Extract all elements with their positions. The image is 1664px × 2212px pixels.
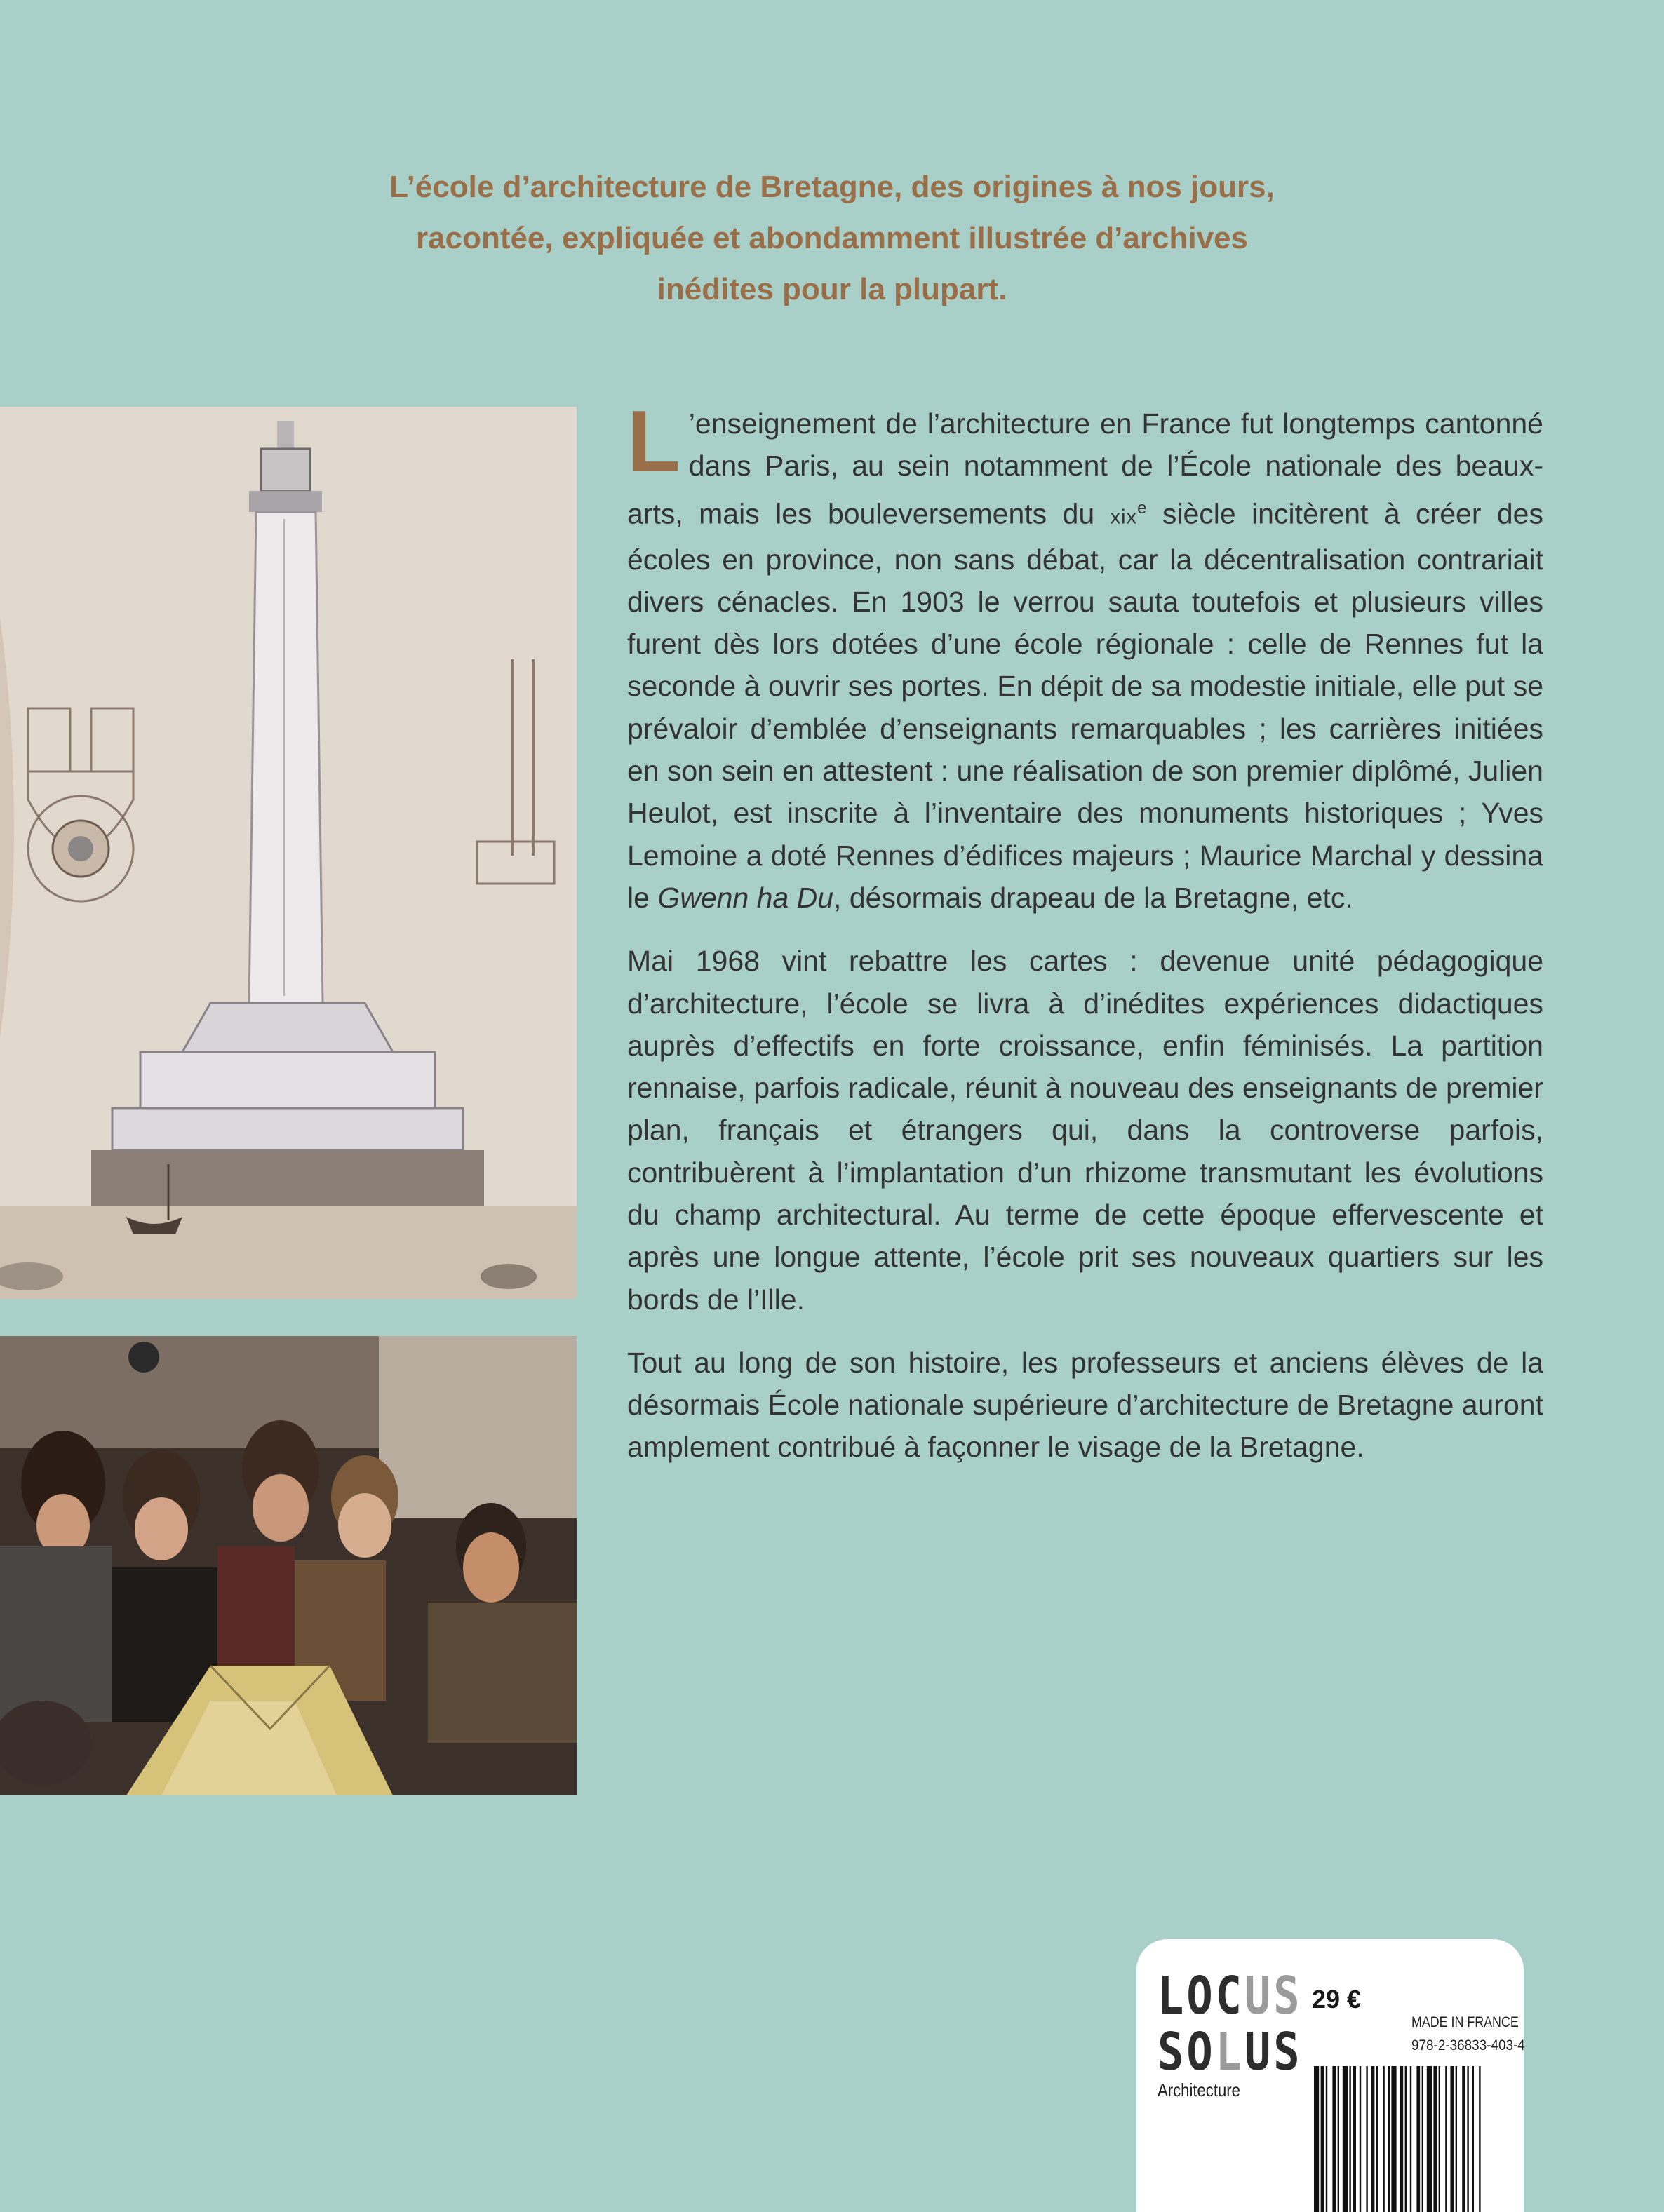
barcode-bar <box>1349 2066 1350 2212</box>
barcode-bar <box>1450 2066 1454 2212</box>
barcode-bar <box>1456 2066 1457 2212</box>
barcode-bar <box>1462 2066 1465 2212</box>
barcode-bar <box>1433 2066 1437 2212</box>
body-paragraph: Tout au long de son histoire, les professeurs et anciens élèves de la désormais École nationale supérieure d’architecture de Bretagne auront amplement contribué à façonner le visage de la Bretagne. <box>627 1346 1543 1464</box>
barcode-bar <box>1405 2066 1407 2212</box>
tagline-line: inédites pour la plupart. <box>657 272 1007 306</box>
publisher-logo <box>1158 1964 1303 2101</box>
barcode-bar <box>1338 2066 1339 2212</box>
barcode-bar <box>1400 2066 1403 2212</box>
tagline-line: L’école d’architecture de Bretagne, des origines à nos jours, <box>389 170 1275 204</box>
isbn-label: 978-2-36833-403-4 <box>1411 2037 1525 2053</box>
barcode-bar <box>1467 2066 1468 2212</box>
barcode <box>1314 2066 1519 2212</box>
logo-line: SOLUS <box>1158 2021 1303 2082</box>
barcode-bar <box>1391 2066 1396 2212</box>
price: 29 € <box>1312 1985 1362 2014</box>
tagline-line: racontée, expliquée et abondamment illustrée d’archives <box>416 221 1248 255</box>
barcode-bar <box>1383 2066 1384 2212</box>
barcode-bar <box>1366 2066 1367 2212</box>
barcode-bar <box>1326 2066 1327 2212</box>
logo-line: LOCUS <box>1158 1964 1303 2026</box>
barcode-bar <box>1427 2066 1432 2212</box>
barcode-bar <box>1439 2066 1440 2212</box>
drop-cap: L <box>627 393 680 490</box>
barcode-bar <box>1472 2066 1474 2212</box>
body-paragraph: L ’enseignement de l’architecture en France fut longtemps cantonné dans Paris, au sein notamment de l’École nationale des beaux-arts, mais les bouleversements du xix$^e$ siècle incitèrent à créer des écoles en province, non sans débat, car la décentralisation contrariait divers cénacles. En 1903 le verrou sauta toutefois et plusieurs villes furent dès lors dotées d’une école régionale : celle de Rennes fut la seconde à ouvrir ses portes. En dépit de sa modestie initiale, elle put se prévaloir d’emblée d’enseignants remarquables ; les carrières initiées en son sein en attestent : une réalisation de son premier diplômé, Julien Heulot, est inscrite à l’inventaire des monuments historiques ; Yves Lemoine a doté Rennes d’édifices majeurs ; Maurice Marchal y dessina le Gwenn ha Du, désormais drapeau de la Bretagne, etc. <box>627 393 1543 914</box>
body-text <box>627 393 1543 1490</box>
barcode-panel <box>1136 1939 1524 2212</box>
barcode-bar <box>1376 2066 1378 2212</box>
lighthouse-drawing-image <box>0 407 577 1299</box>
students-photo-image <box>0 1336 577 1795</box>
collection-label: Architecture <box>1158 2079 1240 2100</box>
barcode-bar <box>1314 2066 1319 2212</box>
barcode-bar <box>1416 2066 1420 2212</box>
barcode-bar <box>1479 2066 1480 2212</box>
barcode-bar <box>1410 2066 1411 2212</box>
barcode-bar <box>1388 2066 1390 2212</box>
barcode-bar <box>1332 2066 1336 2212</box>
barcode-bar <box>1371 2066 1375 2212</box>
barcode-bar <box>1353 2066 1356 2212</box>
barcode-bar <box>1422 2066 1423 2212</box>
tagline <box>267 161 1397 315</box>
made-in-label: MADE IN FRANCE <box>1411 2014 1519 2030</box>
barcode-bar <box>1445 2066 1447 2212</box>
barcode-bar <box>1321 2066 1324 2212</box>
barcode-bar <box>1343 2066 1348 2212</box>
body-paragraph: Mai 1968 vint rebattre les cartes : devenue unité pédagogique d’architecture, l’école se livra à d’inédites expériences didactiques auprès d’effectifs en forte croissance, enfin féminisés. La partition rennaise, parfois radicale, réunit à nouveau des enseignants de premier plan, français et étrangers qui, dans la controverse parfois, contribuèrent à l’implantation d’un rhizome transmutant les évolutions du champ architectural. Au terme de cette époque effervescente et après une longue attente, l’école prit ses nouveaux quartiers sur les bords de l’Ille. <box>627 945 1543 1316</box>
barcode-bar <box>1360 2066 1361 2212</box>
